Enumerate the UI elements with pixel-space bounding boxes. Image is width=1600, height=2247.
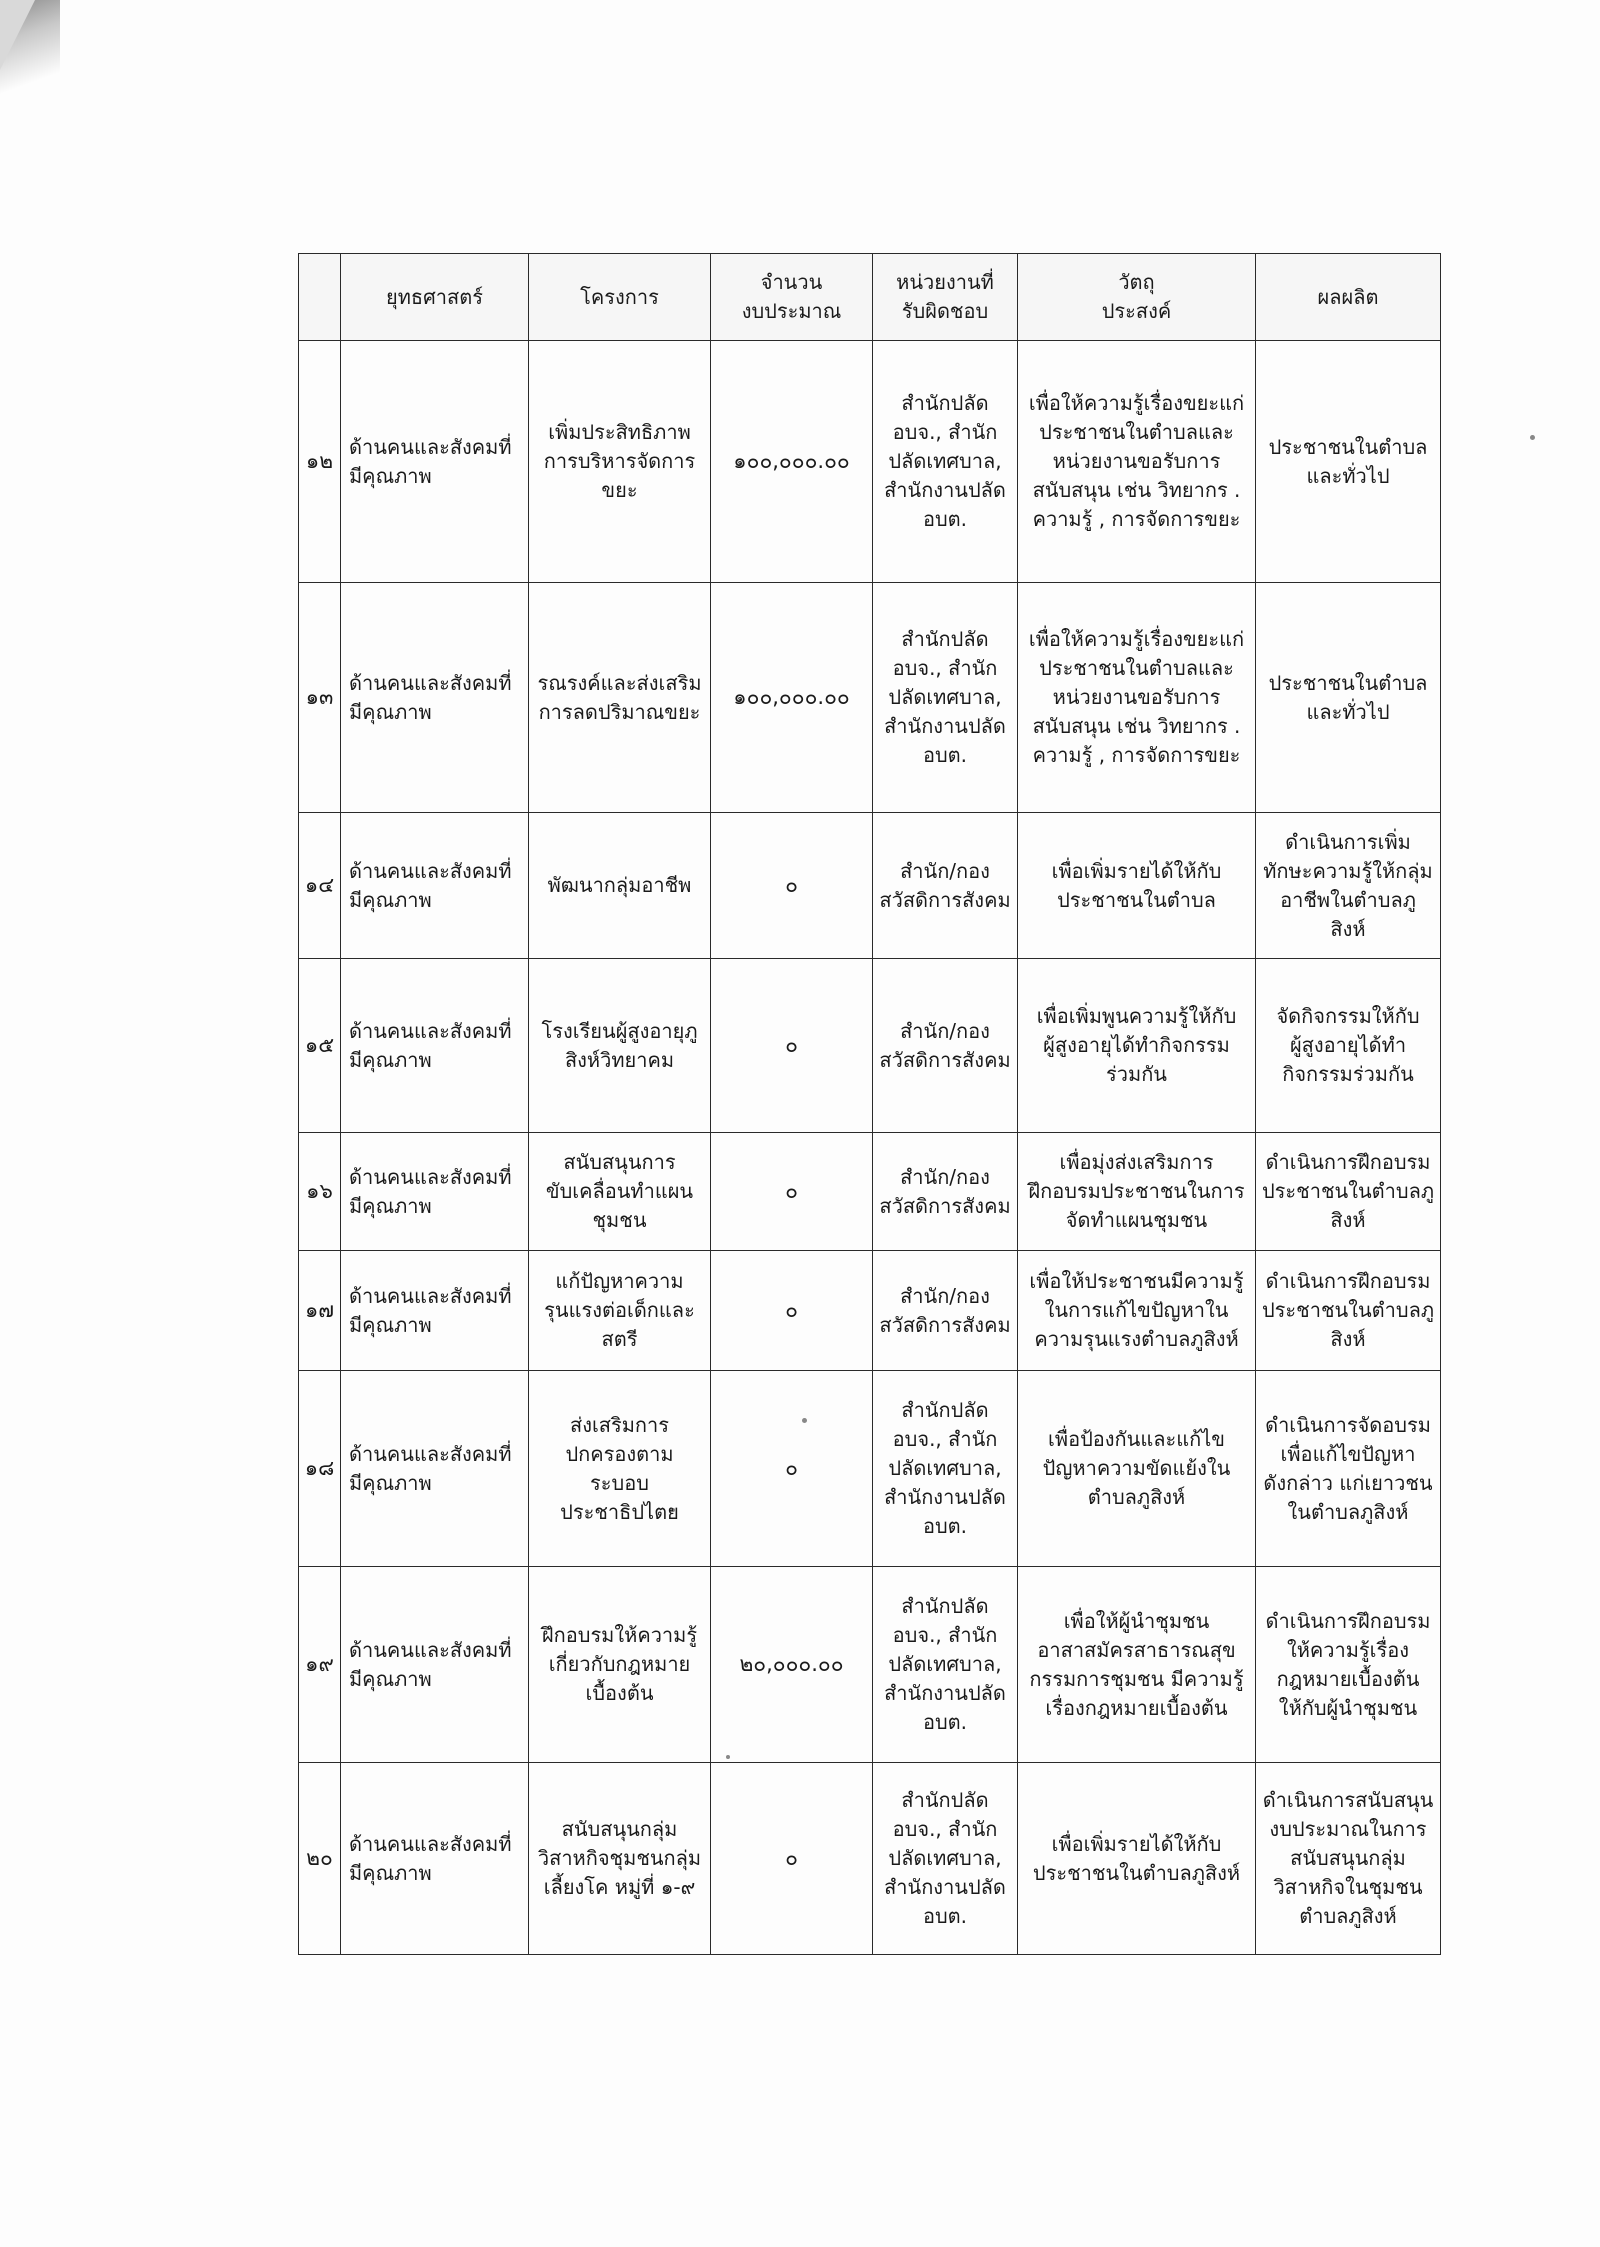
row-number: ๑๕ <box>299 959 341 1133</box>
row-output: ดำเนินการเพิ่ม ทักษะความรู้ให้กลุ่ม อาชีพในตำบลภู สิงห์ <box>1256 813 1441 959</box>
row-strategy: ด้านคนและสังคมที่ มีคุณภาพ <box>341 1763 529 1955</box>
row-strategy: ด้านคนและสังคมที่ มีคุณภาพ <box>341 1251 529 1371</box>
table-row <box>299 959 1441 1133</box>
table-row <box>299 341 1441 583</box>
table-row <box>299 1763 1441 1955</box>
row-strategy: ด้านคนและสังคมที่ มีคุณภาพ <box>341 813 529 959</box>
row-budget: ๐ <box>711 959 873 1133</box>
row-project: เพิ่มประสิทธิภาพ การบริหารจัดการ ขยะ <box>529 341 711 583</box>
row-output: ดำเนินการฝึกอบรม ให้ความรู้เรื่อง กฎหมายเบื้องต้น ให้กับผู้นำชุมชน <box>1256 1567 1441 1763</box>
row-objective: เพื่อมุ่งส่งเสริมการ ฝึกอบรมประชาชนในการ จัดทำแผนชุมชน <box>1018 1133 1256 1251</box>
row-objective: เพื่อให้ความรู้เรื่องขยะแก่ ประชาชนในตำบลและ หน่วยงานขอรับการ สนับสนุน เช่น วิทยากร . ความรู้ , การจัดการขยะ <box>1018 583 1256 813</box>
row-number: ๑๖ <box>299 1133 341 1251</box>
row-output: ดำเนินการสนับสนุน งบประมาณในการ สนับสนุนกลุ่ม วิสาหกิจในชุมชน ตำบลภูสิงห์ <box>1256 1763 1441 1955</box>
row-budget: ๐ <box>711 1133 873 1251</box>
row-strategy: ด้านคนและสังคมที่ มีคุณภาพ <box>341 959 529 1133</box>
row-objective: เพื่อให้ประชาชนมีความรู้ ในการแก้ไขปัญหาใน ความรุนแรงตำบลภูสิงห์ <box>1018 1251 1256 1371</box>
row-number: ๑๗ <box>299 1251 341 1371</box>
row-number: ๑๓ <box>299 583 341 813</box>
row-number: ๑๙ <box>299 1567 341 1763</box>
row-strategy: ด้านคนและสังคมที่ มีคุณภาพ <box>341 583 529 813</box>
header-objective: วัตถุ ประสงค์ <box>1018 254 1256 341</box>
row-project: ฝึกอบรมให้ความรู้ เกี่ยวกับกฎหมาย เบื้องต้น <box>529 1567 711 1763</box>
row-objective: เพื่อให้ความรู้เรื่องขยะแก่ ประชาชนในตำบลและ หน่วยงานขอรับการ สนับสนุน เช่น วิทยากร . ความรู้ , การจัดการขยะ <box>1018 341 1256 583</box>
header-budget: จำนวน งบประมาณ <box>711 254 873 341</box>
row-budget: ๐ <box>711 1251 873 1371</box>
row-project: สนับสนุนการ ขับเคลื่อนทำแผน ชุมชน <box>529 1133 711 1251</box>
row-strategy: ด้านคนและสังคมที่ มีคุณภาพ <box>341 341 529 583</box>
row-number: ๑๘ <box>299 1371 341 1567</box>
row-agency: สำนัก/กอง สวัสดิการสังคม <box>873 1133 1018 1251</box>
row-project: สนับสนุนกลุ่ม วิสาหกิจชุมชนกลุ่ม เลี้ยงโค หมู่ที่ ๑-๙ <box>529 1763 711 1955</box>
table-row <box>299 1133 1441 1251</box>
row-project: โรงเรียนผู้สูงอายุภู สิงห์วิทยาคม <box>529 959 711 1133</box>
row-strategy: ด้านคนและสังคมที่ มีคุณภาพ <box>341 1371 529 1567</box>
scan-corner-fold <box>0 0 35 70</box>
row-output: จัดกิจกรรมให้กับ ผู้สูงอายุได้ทำ กิจกรรมร่วมกัน <box>1256 959 1441 1133</box>
header-project: โครงการ <box>529 254 711 341</box>
row-output: ประชาชนในตำบล และทั่วไป <box>1256 583 1441 813</box>
table-row <box>299 583 1441 813</box>
row-budget: ๐ <box>711 1763 873 1955</box>
row-agency: สำนักปลัด อบจ., สำนัก ปลัดเทศบาล, สำนักงานปลัด อบต. <box>873 583 1018 813</box>
header-strategy: ยุทธศาสตร์ <box>341 254 529 341</box>
row-project: ส่งเสริมการ ปกครองตาม ระบอบ ประชาธิปไตย <box>529 1371 711 1567</box>
row-objective: เพื่อเพิ่มรายได้ให้กับ ประชาชนในตำบลภูสิงห์ <box>1018 1763 1256 1955</box>
row-agency: สำนัก/กอง สวัสดิการสังคม <box>873 813 1018 959</box>
row-output: ดำเนินการฝึกอบรม ประชาชนในตำบลภู สิงห์ <box>1256 1133 1441 1251</box>
row-budget: ๐ <box>711 813 873 959</box>
table-row <box>299 1251 1441 1371</box>
row-output: ดำเนินการฝึกอบรม ประชาชนในตำบลภู สิงห์ <box>1256 1251 1441 1371</box>
scan-speck <box>1530 435 1535 440</box>
row-agency: สำนักปลัด อบจ., สำนัก ปลัดเทศบาล, สำนักงานปลัด อบต. <box>873 1763 1018 1955</box>
row-output: ดำเนินการจัดอบรม เพื่อแก้ไขปัญหา ดังกล่าว แก่เยาวชน ในตำบลภูสิงห์ <box>1256 1371 1441 1567</box>
row-budget: ๒๐,๐๐๐.๐๐ <box>711 1567 873 1763</box>
row-objective: เพื่อให้ผู้นำชุมชน อาสาสมัครสาธารณสุข กรรมการชุมชน มีความรู้ เรื่องกฎหมายเบื้องต้น <box>1018 1567 1256 1763</box>
row-agency: สำนักปลัด อบจ., สำนัก ปลัดเทศบาล, สำนักงานปลัด อบต. <box>873 1567 1018 1763</box>
row-agency: สำนักปลัด อบจ., สำนัก ปลัดเทศบาล, สำนักงานปลัด อบต. <box>873 1371 1018 1567</box>
row-agency: สำนัก/กอง สวัสดิการสังคม <box>873 1251 1018 1371</box>
row-project: พัฒนากลุ่มอาชีพ <box>529 813 711 959</box>
row-number: ๑๒ <box>299 341 341 583</box>
row-agency: สำนัก/กอง สวัสดิการสังคม <box>873 959 1018 1133</box>
table-row <box>299 1567 1441 1763</box>
header-number <box>299 254 341 341</box>
row-project: แก้ปัญหาความ รุนแรงต่อเด็กและ สตรี <box>529 1251 711 1371</box>
row-agency: สำนักปลัด อบจ., สำนัก ปลัดเทศบาล, สำนักงานปลัด อบต. <box>873 341 1018 583</box>
row-objective: เพื่อเพิ่มพูนความรู้ให้กับ ผู้สูงอายุได้ทำกิจกรรม ร่วมกัน <box>1018 959 1256 1133</box>
row-number: ๑๔ <box>299 813 341 959</box>
row-strategy: ด้านคนและสังคมที่ มีคุณภาพ <box>341 1567 529 1763</box>
header-agency: หน่วยงานที่ รับผิดชอบ <box>873 254 1018 341</box>
row-objective: เพื่อป้องกันและแก้ไข ปัญหาความขัดแย้งใน ตำบลภูสิงห์ <box>1018 1371 1256 1567</box>
row-number: ๒๐ <box>299 1763 341 1955</box>
row-objective: เพื่อเพิ่มรายได้ให้กับ ประชาชนในตำบล <box>1018 813 1256 959</box>
row-budget: ๑๐๐,๐๐๐.๐๐ <box>711 341 873 583</box>
project-plan-table <box>298 253 1441 1955</box>
row-output: ประชาชนในตำบล และทั่วไป <box>1256 341 1441 583</box>
row-project: รณรงค์และส่งเสริม การลดปริมาณขยะ <box>529 583 711 813</box>
row-budget: ๑๐๐,๐๐๐.๐๐ <box>711 583 873 813</box>
row-strategy: ด้านคนและสังคมที่ มีคุณภาพ <box>341 1133 529 1251</box>
table-row <box>299 1371 1441 1567</box>
table-header-row <box>299 254 1441 341</box>
row-budget: ๐ <box>711 1371 873 1567</box>
header-output: ผลผลิต <box>1256 254 1441 341</box>
table-row <box>299 813 1441 959</box>
